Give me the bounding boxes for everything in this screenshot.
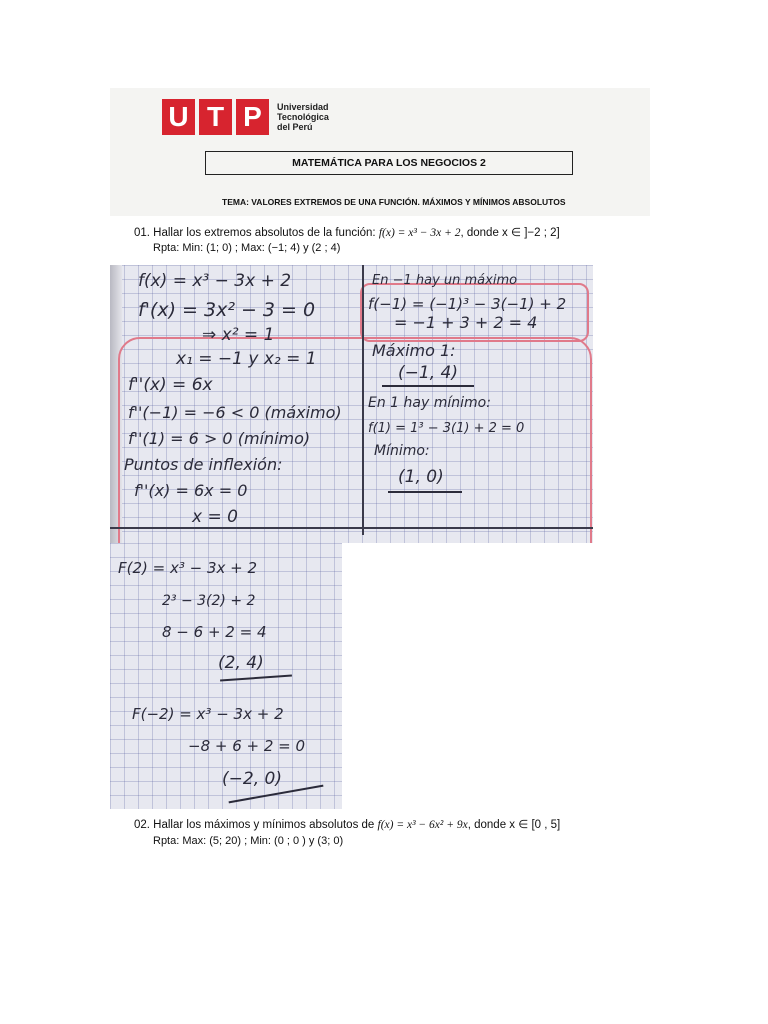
course-title: MATEMÁTICA PARA LOS NEGOCIOS 2 — [205, 151, 573, 175]
university-name: Universidad Tecnológica del Perú — [277, 102, 329, 132]
logo-letter-p: P — [236, 99, 269, 135]
logo-letter-u: U — [162, 99, 195, 135]
answer-2: Rpta: Max: (5; 20) ; Min: (0 ; 0 ) y (3; 0) — [153, 835, 344, 847]
utp-logo — [162, 98, 329, 136]
notebook-photo-2: F(2) = x³ − 3x + 2 2³ − 3(2) + 2 8 − 6 + 2 = 4 (2, 4) F(−2) = x³ − 3x + 2 −8 + 6 + 2 = 0 (−2, 0) — [110, 543, 342, 809]
notebook-photo-1: f(x) = x³ − 3x + 2 f'(x) = 3x² − 3 = 0 ⇒ x² = 1 x₁ = −1 y x₂ = 1 f''(x) = 6x f''(−1) = −6 < 0 (máximo) f''(1) = 6 > 0 (mínimo) Puntos de inflexión: f''(x) = 6x = 0 x = 0 En −1 hay un máximo f(−1) = (−1)³ − 3(−1) + 2 = −1 + 3 + 2 = 4 Máximo 1: (−1, 4) En 1 hay mínimo: f(1) = 1³ − 3(1) + 2 = 0 Mínimo: (1, 0) — [110, 265, 593, 543]
topic-title: TEMA: VALORES EXTREMOS DE UNA FUNCIÓN. MÁXIMOS Y MÍNIMOS ABSOLUTOS — [222, 197, 566, 207]
answer-1: Rpta: Min: (1; 0) ; Max: (−1; 4) y (2 ; 4) — [153, 242, 341, 254]
question-2: 02. Hallar los máximos y mínimos absolutos de f(x) = x³ − 6x² + 9x, donde x ∈ [0 , 5] — [134, 819, 561, 831]
question-1: 01. Hallar los extremos absolutos de la función: f(x) = x³ − 3x + 2, donde x ∈ ]−2 ; 2] — [134, 227, 560, 239]
logo-letter-t: T — [199, 99, 232, 135]
column-divider — [362, 265, 364, 535]
